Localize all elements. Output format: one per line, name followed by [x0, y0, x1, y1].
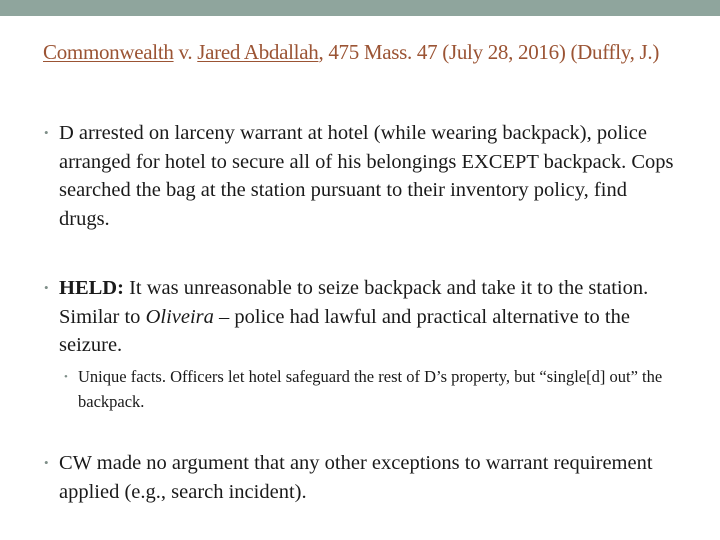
title-connector: v.: [173, 40, 198, 64]
bullet-icon: •: [44, 125, 49, 140]
case-name-commonwealth: Commonwealth: [43, 40, 174, 64]
bullet-held: [44, 274, 680, 360]
case-reference-oliveira: Oliveira: [145, 305, 214, 328]
bullet-cw-text: CW made no argument that any other exceptions to warrant requirement applied (e.g., search incident).: [59, 452, 653, 503]
held-label: HELD:: [59, 277, 124, 299]
bullet-facts: [44, 119, 680, 233]
bullet-facts-text: D arrested on larceny warrant at hotel (while wearing backpack), police arranged for hotel to secure all of his belongings EXCEPT backpack. Cops searched the bag at the station pursuant to their inventory policy, find drugs.: [59, 122, 674, 230]
slide-title: [43, 37, 693, 67]
case-name-defendant: Jared Abdallah: [197, 40, 319, 64]
title-citation: , 475 Mass. 47 (July 28, 2016) (Duffly, J.): [318, 40, 660, 64]
bullet-held-text: [59, 274, 680, 360]
held-text-part-a: It was unreasonable to seize backpack and take it to the station. Similar to: [59, 277, 649, 328]
held-text-part-b: – police had lawful and practical alternative to the seizure.: [59, 305, 630, 356]
sub-bullet-icon: •: [64, 371, 68, 383]
bullet-icon: •: [44, 280, 49, 295]
sub-bullet-text: Unique facts. Officers let hotel safeguard the rest of D’s property, but “single[d] out” the backpack.: [78, 367, 663, 411]
bullet-icon: •: [44, 455, 49, 470]
top-accent-bar: [0, 0, 720, 16]
bullet-cw-argument: [44, 449, 680, 506]
sub-bullet-unique-facts: [64, 365, 664, 414]
